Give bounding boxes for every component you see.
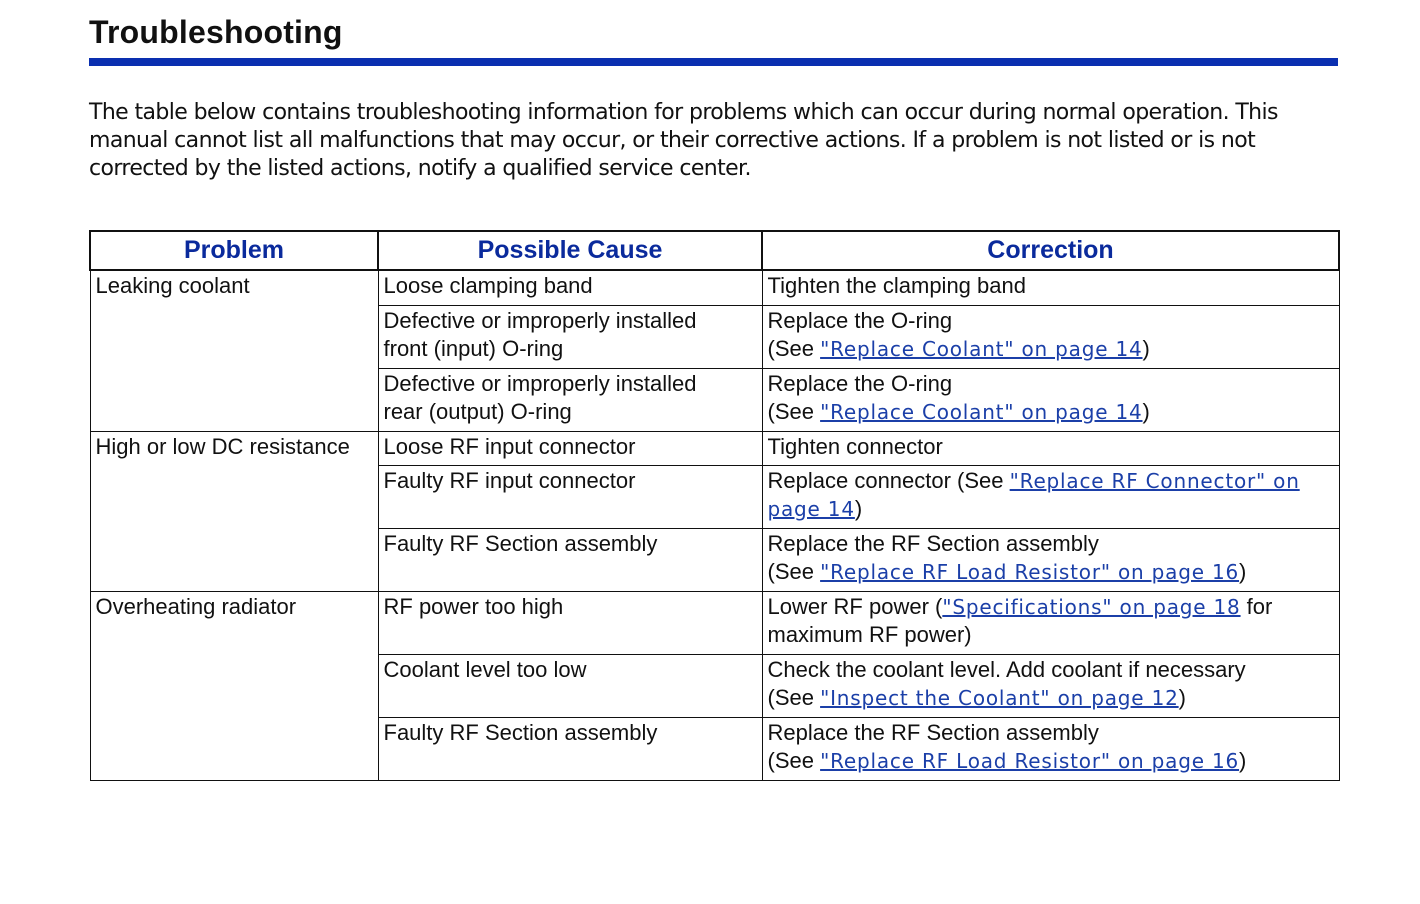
see-suffix: ) <box>1239 558 1247 584</box>
cause-cell: Faulty RF input connector <box>378 465 762 528</box>
correction-line: Replace the O-ring <box>767 307 953 333</box>
table-header-row <box>90 231 1339 270</box>
see-prefix: (See <box>767 335 821 361</box>
correction-cell <box>762 717 1339 780</box>
cause-cell: Coolant level too low <box>378 654 762 717</box>
cause-cell: Loose clamping band <box>378 270 762 305</box>
correction-cell <box>762 528 1339 591</box>
correction-cell: Tighten the clamping band <box>762 270 1339 305</box>
correction-cell <box>762 305 1339 368</box>
see-suffix: ) <box>1142 335 1150 361</box>
cross-reference-link[interactable]: "Replace RF Load Resistor" on page 16 <box>820 559 1240 584</box>
link-text: page 14 <box>767 496 855 521</box>
see-prefix: (See <box>767 398 821 424</box>
problem-cell: High or low DC resistance <box>90 431 378 591</box>
link-text: "Replace RF Connector" on <box>1009 468 1300 493</box>
correction-suffix: ) <box>854 495 863 521</box>
header-problem: Problem <box>90 231 378 270</box>
correction-line: Replace the RF Section assembly <box>767 530 1099 556</box>
correction-line: Replace the O-ring <box>767 370 953 396</box>
cause-line: Defective or improperly installed <box>383 307 697 333</box>
see-suffix: ) <box>1178 684 1186 710</box>
correction-line: Check the coolant level. Add coolant if necessary <box>767 656 1246 682</box>
cause-cell <box>378 368 762 431</box>
cause-cell: Faulty RF Section assembly <box>378 528 762 591</box>
table-row <box>90 270 1339 305</box>
see-prefix: (See <box>767 558 821 584</box>
correction-line: Replace the RF Section assembly <box>767 719 1099 745</box>
cause-cell: Faulty RF Section assembly <box>378 717 762 780</box>
cause-cell <box>378 305 762 368</box>
cross-reference-link[interactable]: "Replace Coolant" on page 14 <box>820 336 1143 361</box>
see-prefix: (See <box>767 684 821 710</box>
troubleshooting-table <box>89 230 1340 781</box>
cross-reference-link[interactable]: "Replace RF Load Resistor" on page 16 <box>820 748 1240 773</box>
cause-line: front (input) O-ring <box>383 335 564 361</box>
table-row <box>90 431 1339 465</box>
correction-line: maximum RF power) <box>767 621 972 647</box>
cause-line: Defective or improperly installed <box>383 370 697 396</box>
intro-paragraph: The table below contains troubleshooting information for problems which can occur during normal operation. This manual cannot list all malfunctions that may occur, or their corrective actions. If a problem is not listed or is not corrected by the listed actions, notify a qualified service center. <box>89 100 1278 181</box>
problem-cell: Leaking coolant <box>90 270 378 431</box>
title-rule <box>89 58 1338 66</box>
cause-cell: Loose RF input connector <box>378 431 762 465</box>
correction-cell: Tighten connector <box>762 431 1339 465</box>
correction-prefix: Lower RF power ( <box>767 593 943 619</box>
cause-cell: RF power too high <box>378 591 762 654</box>
header-correction: Correction <box>762 231 1339 270</box>
page-title: Troubleshooting <box>89 14 343 50</box>
correction-prefix: Replace connector (See <box>767 467 1010 493</box>
table-row <box>90 591 1339 654</box>
correction-suffix: for <box>1240 593 1273 619</box>
see-prefix: (See <box>767 747 821 773</box>
see-suffix: ) <box>1142 398 1150 424</box>
cross-reference-link[interactable]: "Inspect the Coolant" on page 12 <box>820 685 1179 710</box>
problem-cell: Overheating radiator <box>90 591 378 780</box>
correction-cell <box>762 654 1339 717</box>
cause-line: rear (output) O-ring <box>383 398 572 424</box>
cross-reference-link[interactable]: "Specifications" on page 18 <box>942 594 1241 619</box>
correction-cell <box>762 465 1339 528</box>
correction-cell <box>762 591 1339 654</box>
header-possible-cause: Possible Cause <box>378 231 762 270</box>
cross-reference-link[interactable]: "Replace Coolant" on page 14 <box>820 399 1143 424</box>
see-suffix: ) <box>1239 747 1247 773</box>
correction-cell <box>762 368 1339 431</box>
